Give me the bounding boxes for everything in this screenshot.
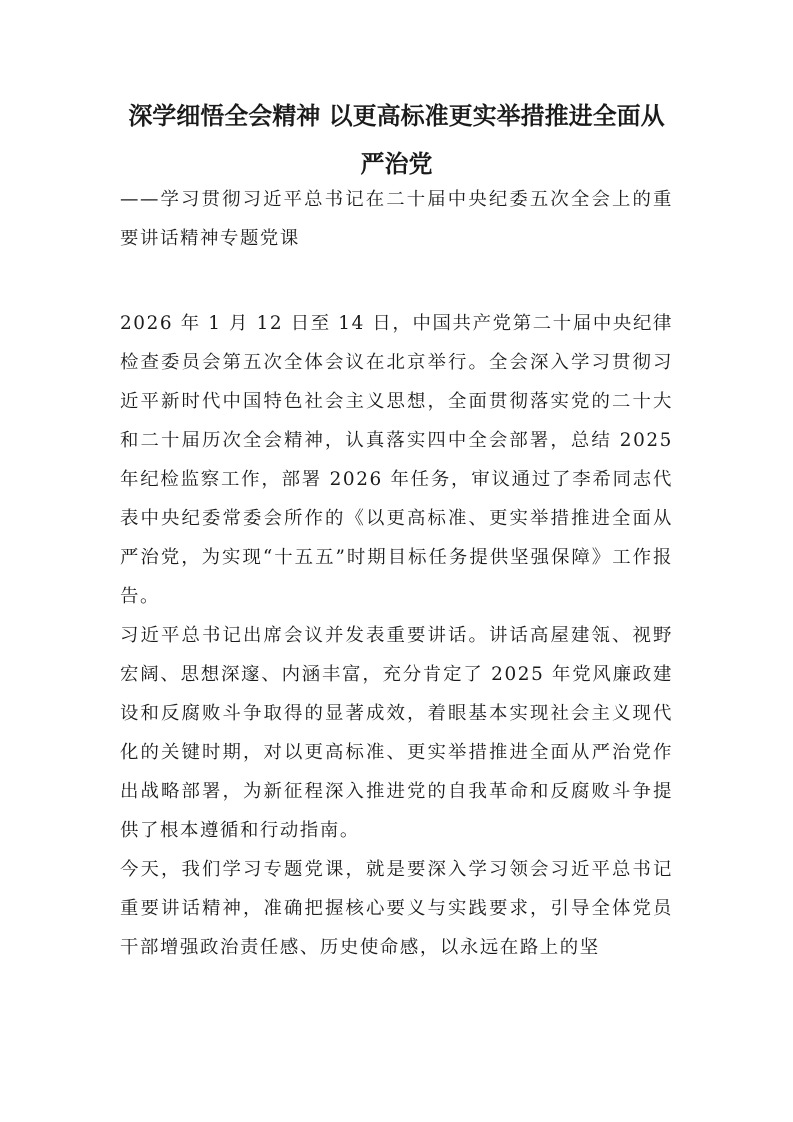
- paragraph-2: 习近平总书记出席会议并发表重要讲话。讲话高屋建瓴、视野宏阔、思想深邃、内涵丰富，充分肯定了 2025 年党风廉政建设和反腐败斗争取得的显著成效，着眼基本实现社会主义现代化的关键时期，对以更高标准、更实举措推进全面从严治党作出战略部署，为新征程深入推进党的自我革命和反腐败斗争提供了根本遵循和行动指南。: [120, 625, 673, 841]
- document-body: [120, 304, 673, 967]
- document-title: 深学细悟全会精神 以更高标准更实举措推进全面从严治党: [128, 101, 665, 178]
- paragraph-3: 今天，我们学习专题党课，就是要深入学习领会习近平总书记重要讲话精神，准确把握核心要义与实践要求，引导全体党员干部增强政治责任感、历史使命感，以永远在路上的坚: [120, 859, 673, 958]
- paragraph-1: 2026 年 1 月 12 日至 14 日，中国共产党第二十届中央纪律检查委员会第五次全体会议在北京举行。全会深入学习贯彻习近平新时代中国特色社会主义思想，全面贯彻落实党的二十大和二十届历次全会精神，认真落实四中全会部署，总结 2025 年纪检监察工作，部署 2026 年任务，审议通过了李希同志代表中央纪委常委会所作的《以更高标准、更实举措推进全面从严治党，为实现“十五五”时期目标任务提供坚强保障》工作报告。: [120, 313, 673, 607]
- document-subtitle: ——学习贯彻习近平总书记在二十届中央纪委五次全会上的重要讲话精神专题党课: [120, 189, 673, 249]
